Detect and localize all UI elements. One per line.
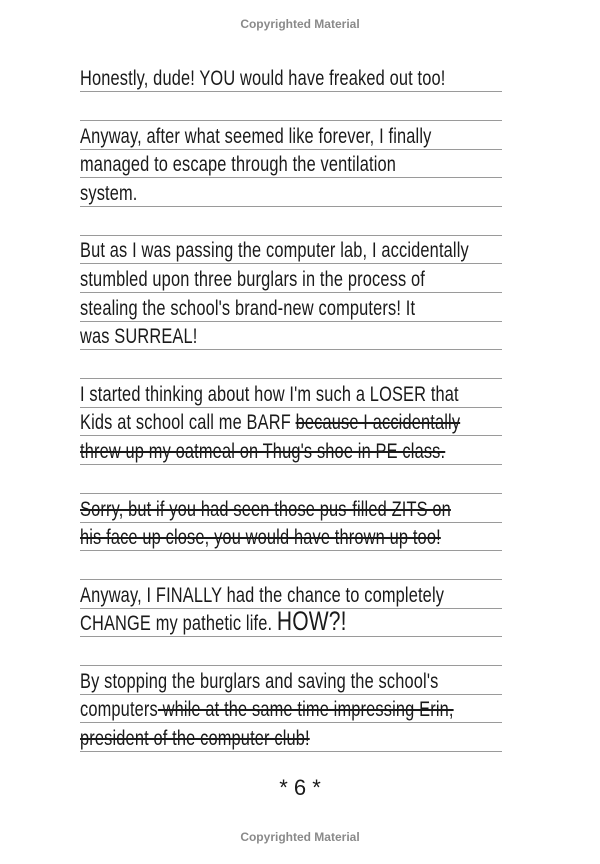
line-text bbox=[80, 584, 444, 608]
handwritten-text: CHANGE my pathetic life. bbox=[80, 612, 277, 636]
blank-line bbox=[80, 551, 502, 580]
text-line bbox=[80, 178, 502, 207]
line-text bbox=[80, 67, 445, 91]
line-text bbox=[80, 268, 425, 292]
text-line bbox=[80, 150, 502, 179]
text-line bbox=[80, 322, 502, 351]
crossed-out-text: his face up close, you would have thrown up too! bbox=[80, 526, 441, 550]
page-number: * 6 * bbox=[279, 775, 321, 800]
handwritten-text: computers bbox=[80, 698, 158, 722]
line-text bbox=[80, 182, 138, 206]
text-line bbox=[80, 264, 502, 293]
crossed-out-text: because I accidentally bbox=[295, 411, 461, 435]
text-line bbox=[80, 580, 502, 609]
text-line bbox=[80, 293, 502, 322]
line-text bbox=[80, 153, 396, 177]
text-line bbox=[80, 436, 502, 465]
copyright-watermark-bottom: Copyrighted Material bbox=[240, 830, 360, 844]
line-text bbox=[80, 125, 431, 149]
line-text bbox=[80, 606, 347, 637]
text-line bbox=[80, 523, 502, 552]
blank-line bbox=[80, 92, 502, 121]
text-line bbox=[80, 723, 502, 752]
text-line bbox=[80, 379, 502, 408]
handwritten-text: But as I was passing the computer lab, I accidentally bbox=[80, 239, 469, 263]
copyright-watermark-top: Copyrighted Material bbox=[240, 17, 360, 31]
handwritten-text: Honestly, dude! YOU would have freaked out too! bbox=[80, 67, 446, 91]
line-text bbox=[80, 526, 441, 550]
handwritten-text: Anyway, after what seemed like forever, I finally bbox=[80, 124, 432, 148]
line-text bbox=[80, 297, 415, 321]
text-line bbox=[80, 408, 502, 437]
line-text bbox=[80, 498, 451, 522]
handwritten-text: Anyway, I FINALLY had the chance to completely bbox=[80, 583, 445, 607]
handwritten-text: managed to escape through the ventilation bbox=[80, 153, 397, 177]
crossed-out-text: threw up my oatmeal on Thug's shoe in PE class. bbox=[80, 440, 446, 464]
blank-line bbox=[80, 207, 502, 236]
text-line bbox=[80, 606, 502, 638]
line-text bbox=[80, 383, 459, 407]
line-text bbox=[80, 698, 454, 722]
crossed-out-text: president of the computer club! bbox=[80, 727, 310, 750]
handwritten-text: system. bbox=[80, 181, 138, 205]
text-line bbox=[80, 236, 502, 265]
line-text bbox=[80, 325, 197, 349]
handwritten-text: I started thinking about how I'm such a LOSER that bbox=[80, 382, 459, 406]
handwritten-text: By stopping the burglars and saving the school's bbox=[80, 669, 439, 693]
handwritten-text: stealing the school's brand-new computers! It bbox=[80, 296, 416, 320]
handwritten-text: was SURREAL! bbox=[80, 325, 198, 349]
line-text bbox=[80, 239, 469, 263]
text-line bbox=[80, 666, 502, 695]
text-line bbox=[80, 64, 502, 93]
crossed-out-text: while at the same time impressing Erin, bbox=[157, 698, 454, 722]
blank-line bbox=[80, 465, 502, 494]
blank-line bbox=[80, 350, 502, 379]
lined-page bbox=[80, 64, 502, 753]
handwritten-text: stumbled upon three burglars in the process of bbox=[80, 268, 425, 291]
text-line bbox=[80, 494, 502, 523]
handwritten-text: Kids at school call me BARF bbox=[80, 411, 296, 435]
line-text bbox=[80, 440, 445, 464]
text-line bbox=[80, 695, 502, 724]
line-text bbox=[80, 411, 460, 435]
emphasized-text: HOW?! bbox=[276, 606, 347, 637]
line-text bbox=[80, 670, 438, 694]
line-text bbox=[80, 727, 310, 751]
blank-line bbox=[80, 637, 502, 666]
text-line bbox=[80, 121, 502, 150]
crossed-out-text: Sorry, but if you had seen those pus-filled ZITS on bbox=[80, 497, 451, 521]
